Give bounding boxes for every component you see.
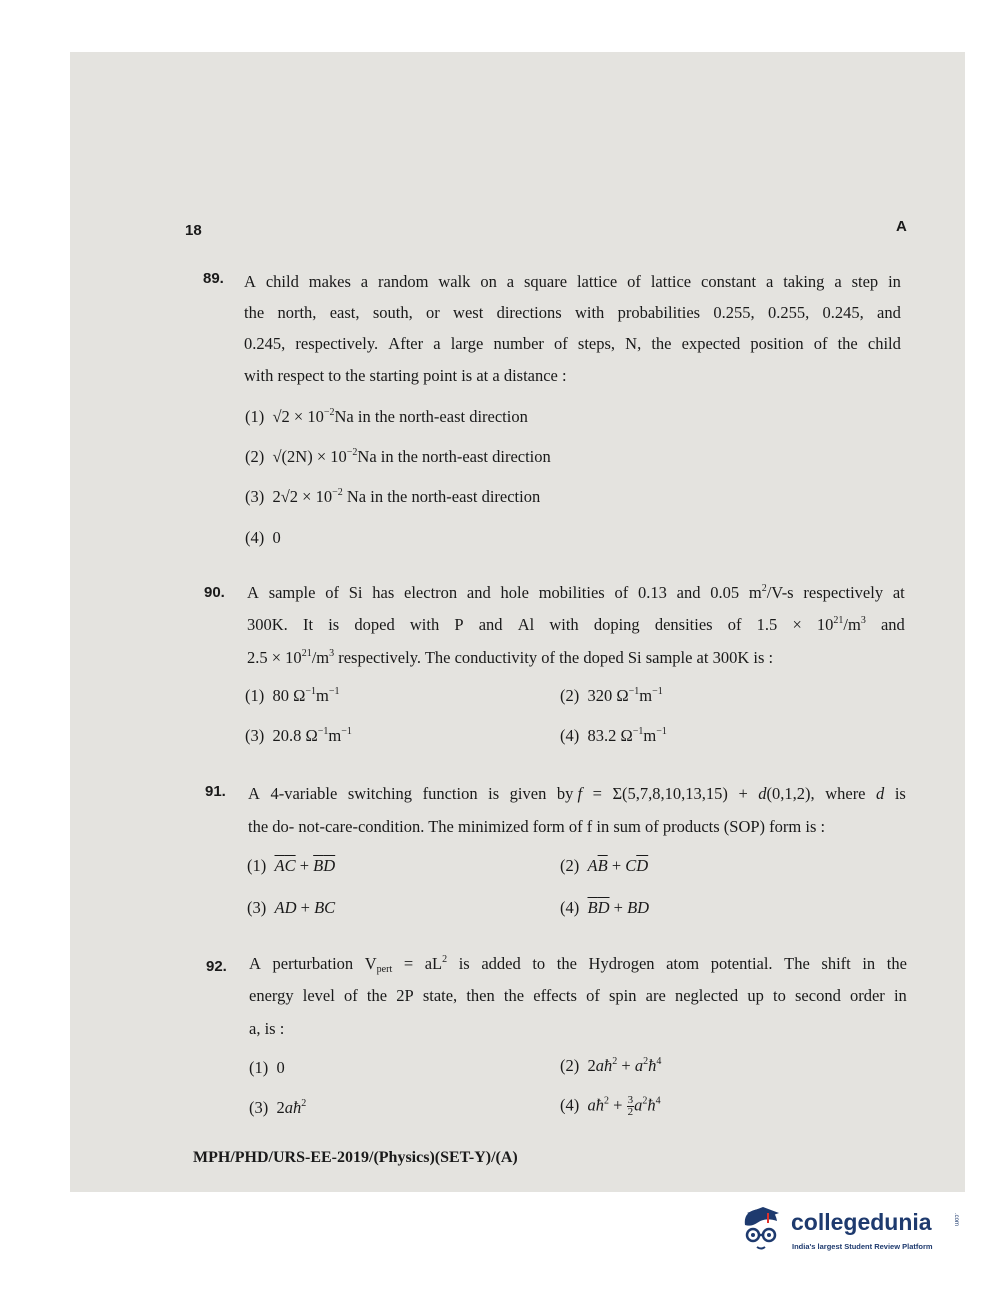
q89-option-1: (1) $√2 \times 10^{-2}Na$ in the north-east direction	[245, 407, 528, 426]
question-number-91: 91.	[205, 783, 226, 800]
q90-option-2: (2) 320 $\Omega^{-1}m^{-1}$	[560, 686, 663, 705]
q92-option-1: (1) 0	[249, 1058, 285, 1077]
collegedunia-logo	[735, 1203, 965, 1258]
question-number-90: 90.	[204, 584, 225, 601]
question-89-line-2: the north, east, south, or west directions with probabilities 0.255, 0.255, 0.245, and	[244, 303, 901, 322]
q90-option-3: (3) 20.8 $\Omega^{-1}m^{-1}$	[245, 726, 352, 745]
logo-wordmark: collegedunia	[791, 1209, 932, 1235]
question-89-text-1: A child makes a random walk on a square lattice of lattice constant a taking a step in	[244, 272, 901, 291]
q90-option-4: (4) 83.2 $\Omega^{-1}m^{-1}$	[560, 726, 667, 745]
q92-option-2: (2) $2aħ^2$ + $a^2ħ^4$	[560, 1056, 662, 1075]
logo-tagline: India's largest Student Review Platform	[792, 1242, 933, 1251]
q91-option-2: (2) $A\overline{B} + C\overline{D}$	[560, 856, 649, 875]
question-number-92: 92.	[206, 958, 227, 975]
q89-option-4: (4) 0	[245, 528, 281, 547]
question-number-89: 89.	[203, 270, 224, 287]
question-90-line-3: $2.5 \times 10^{21}/m^3$ respectively. The conductivity of the doped Si sample at 300K is :	[247, 648, 774, 667]
q90-option-1: (1) 80 $\Omega^{-1}m^{-1}$	[245, 686, 340, 705]
question-91-line-2: the do- not-care-condition. The minimized form of f in sum of products (SOP) form is :	[248, 817, 826, 836]
q91-option-4: (4) $\overline{B}\overline{D}$ + BD	[560, 898, 650, 917]
logo-domain-suffix: .com	[953, 1213, 959, 1227]
question-89-line-3: 0.245, respectively. After a large number of steps, N, the expected position of the child	[244, 334, 901, 353]
question-91-line-1: A 4-variable switching function is given by f = Σ(5,7,8,10,13,15) + d(0,1,2), where d is	[248, 784, 906, 803]
question-89-line-1	[244, 272, 901, 292]
set-label: A	[896, 218, 907, 235]
q91-option-3: (3) AD + BC	[247, 898, 336, 917]
exam-footer-code: MPH/PHD/URS-EE-2019/(Physics)(SET-Y)/(A)	[193, 1149, 518, 1166]
question-92-line-3: a, is :	[249, 1019, 285, 1038]
page-number: 18	[185, 222, 202, 239]
question-92-line-2: energy level of the 2P state, then the effects of spin are neglected up to second order in	[249, 986, 907, 1005]
question-90-line-1: A sample of Si has electron and hole mobilities of 0.13 and 0.05 $m^2/V-s$ respectively at	[247, 583, 905, 602]
q92-option-3: (3) $2aħ^2$	[249, 1098, 307, 1117]
question-90-line-2: 300K. It is doped with P and Al with doping densities of 1.5 × $10^{21}/m^3$ and	[247, 615, 905, 634]
q89-option-3: (3) $2√2 \times 10^{-2}$ Na in the north-east direction	[245, 487, 541, 506]
q89-option-2: (2) $√(2N) \times 10^{-2}Na$ in the north-east direction	[245, 447, 551, 466]
question-89-line-4: with respect to the starting point is at a distance :	[244, 366, 567, 385]
question-92-line-1: A perturbation $V_{pert}$ = $aL^2$ is added to the Hydrogen atom potential. The shift in the	[249, 954, 907, 975]
q92-option-4: (4) $aħ^2$ + $\frac{3}{2}$ $a^2ħ^4$	[560, 1094, 661, 1118]
q91-option-1: (1) $\overline{A}\overline{C} + \overline{B}\overline{D}$	[247, 856, 336, 875]
graduate-mascot-icon	[735, 1203, 791, 1255]
exam-page	[70, 52, 965, 1192]
